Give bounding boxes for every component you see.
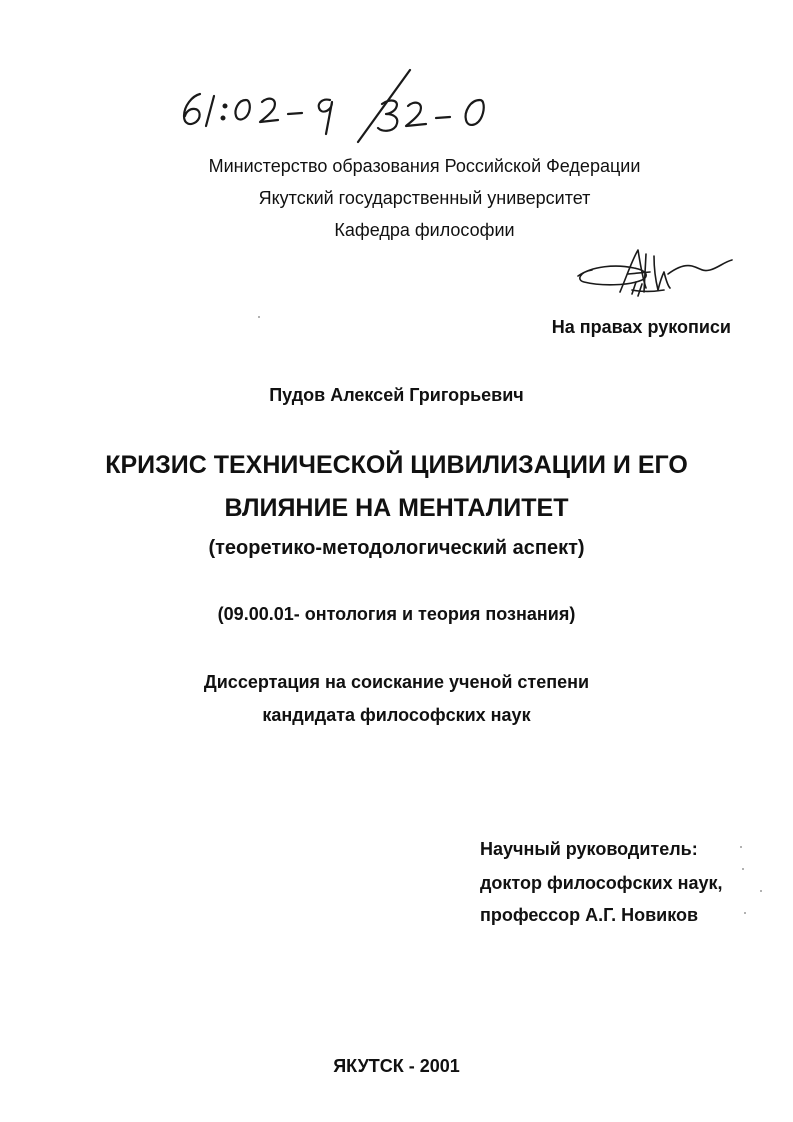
scan-speck bbox=[744, 912, 746, 914]
thesis-title-line-2: ВЛИЯНИЕ НА МЕНТАЛИТЕТ bbox=[224, 494, 569, 522]
manuscript-rights-note: На правах рукописи bbox=[551, 317, 731, 337]
supervisor-degree: доктор философских наук, bbox=[480, 873, 723, 893]
thesis-subtitle: (теоретико-методологический аспект) bbox=[208, 537, 585, 559]
ministry-name: Министерство образования Российской Федерации bbox=[208, 156, 641, 176]
scan-speck bbox=[742, 868, 744, 870]
university-name: Якутский государственный университет bbox=[258, 188, 591, 208]
scan-speck bbox=[740, 846, 742, 848]
scan-speck bbox=[258, 316, 260, 318]
supervisor-label: Научный руководитель: bbox=[480, 839, 698, 859]
specialty-code: (09.00.01- онтология и теория познания) bbox=[217, 604, 576, 624]
handwritten-archive-number bbox=[170, 62, 515, 152]
handwritten-signature-icon bbox=[572, 242, 737, 312]
scan-speck bbox=[760, 890, 762, 892]
author-name: Пудов Алексей Григорьевич bbox=[269, 385, 524, 405]
dissertation-purpose-line-1: Диссертация на соискание ученой степени bbox=[203, 672, 590, 692]
city-and-year: ЯКУТСК - 2001 bbox=[333, 1056, 460, 1076]
dissertation-purpose-line-2: кандидата философских наук bbox=[262, 705, 531, 725]
thesis-title-line-1: КРИЗИС ТЕХНИЧЕСКОЙ ЦИВИЛИЗАЦИИ И ЕГО bbox=[105, 451, 688, 479]
supervisor-name: профессор А.Г. Новиков bbox=[480, 905, 699, 925]
department-name: Кафедра философии bbox=[334, 220, 515, 240]
